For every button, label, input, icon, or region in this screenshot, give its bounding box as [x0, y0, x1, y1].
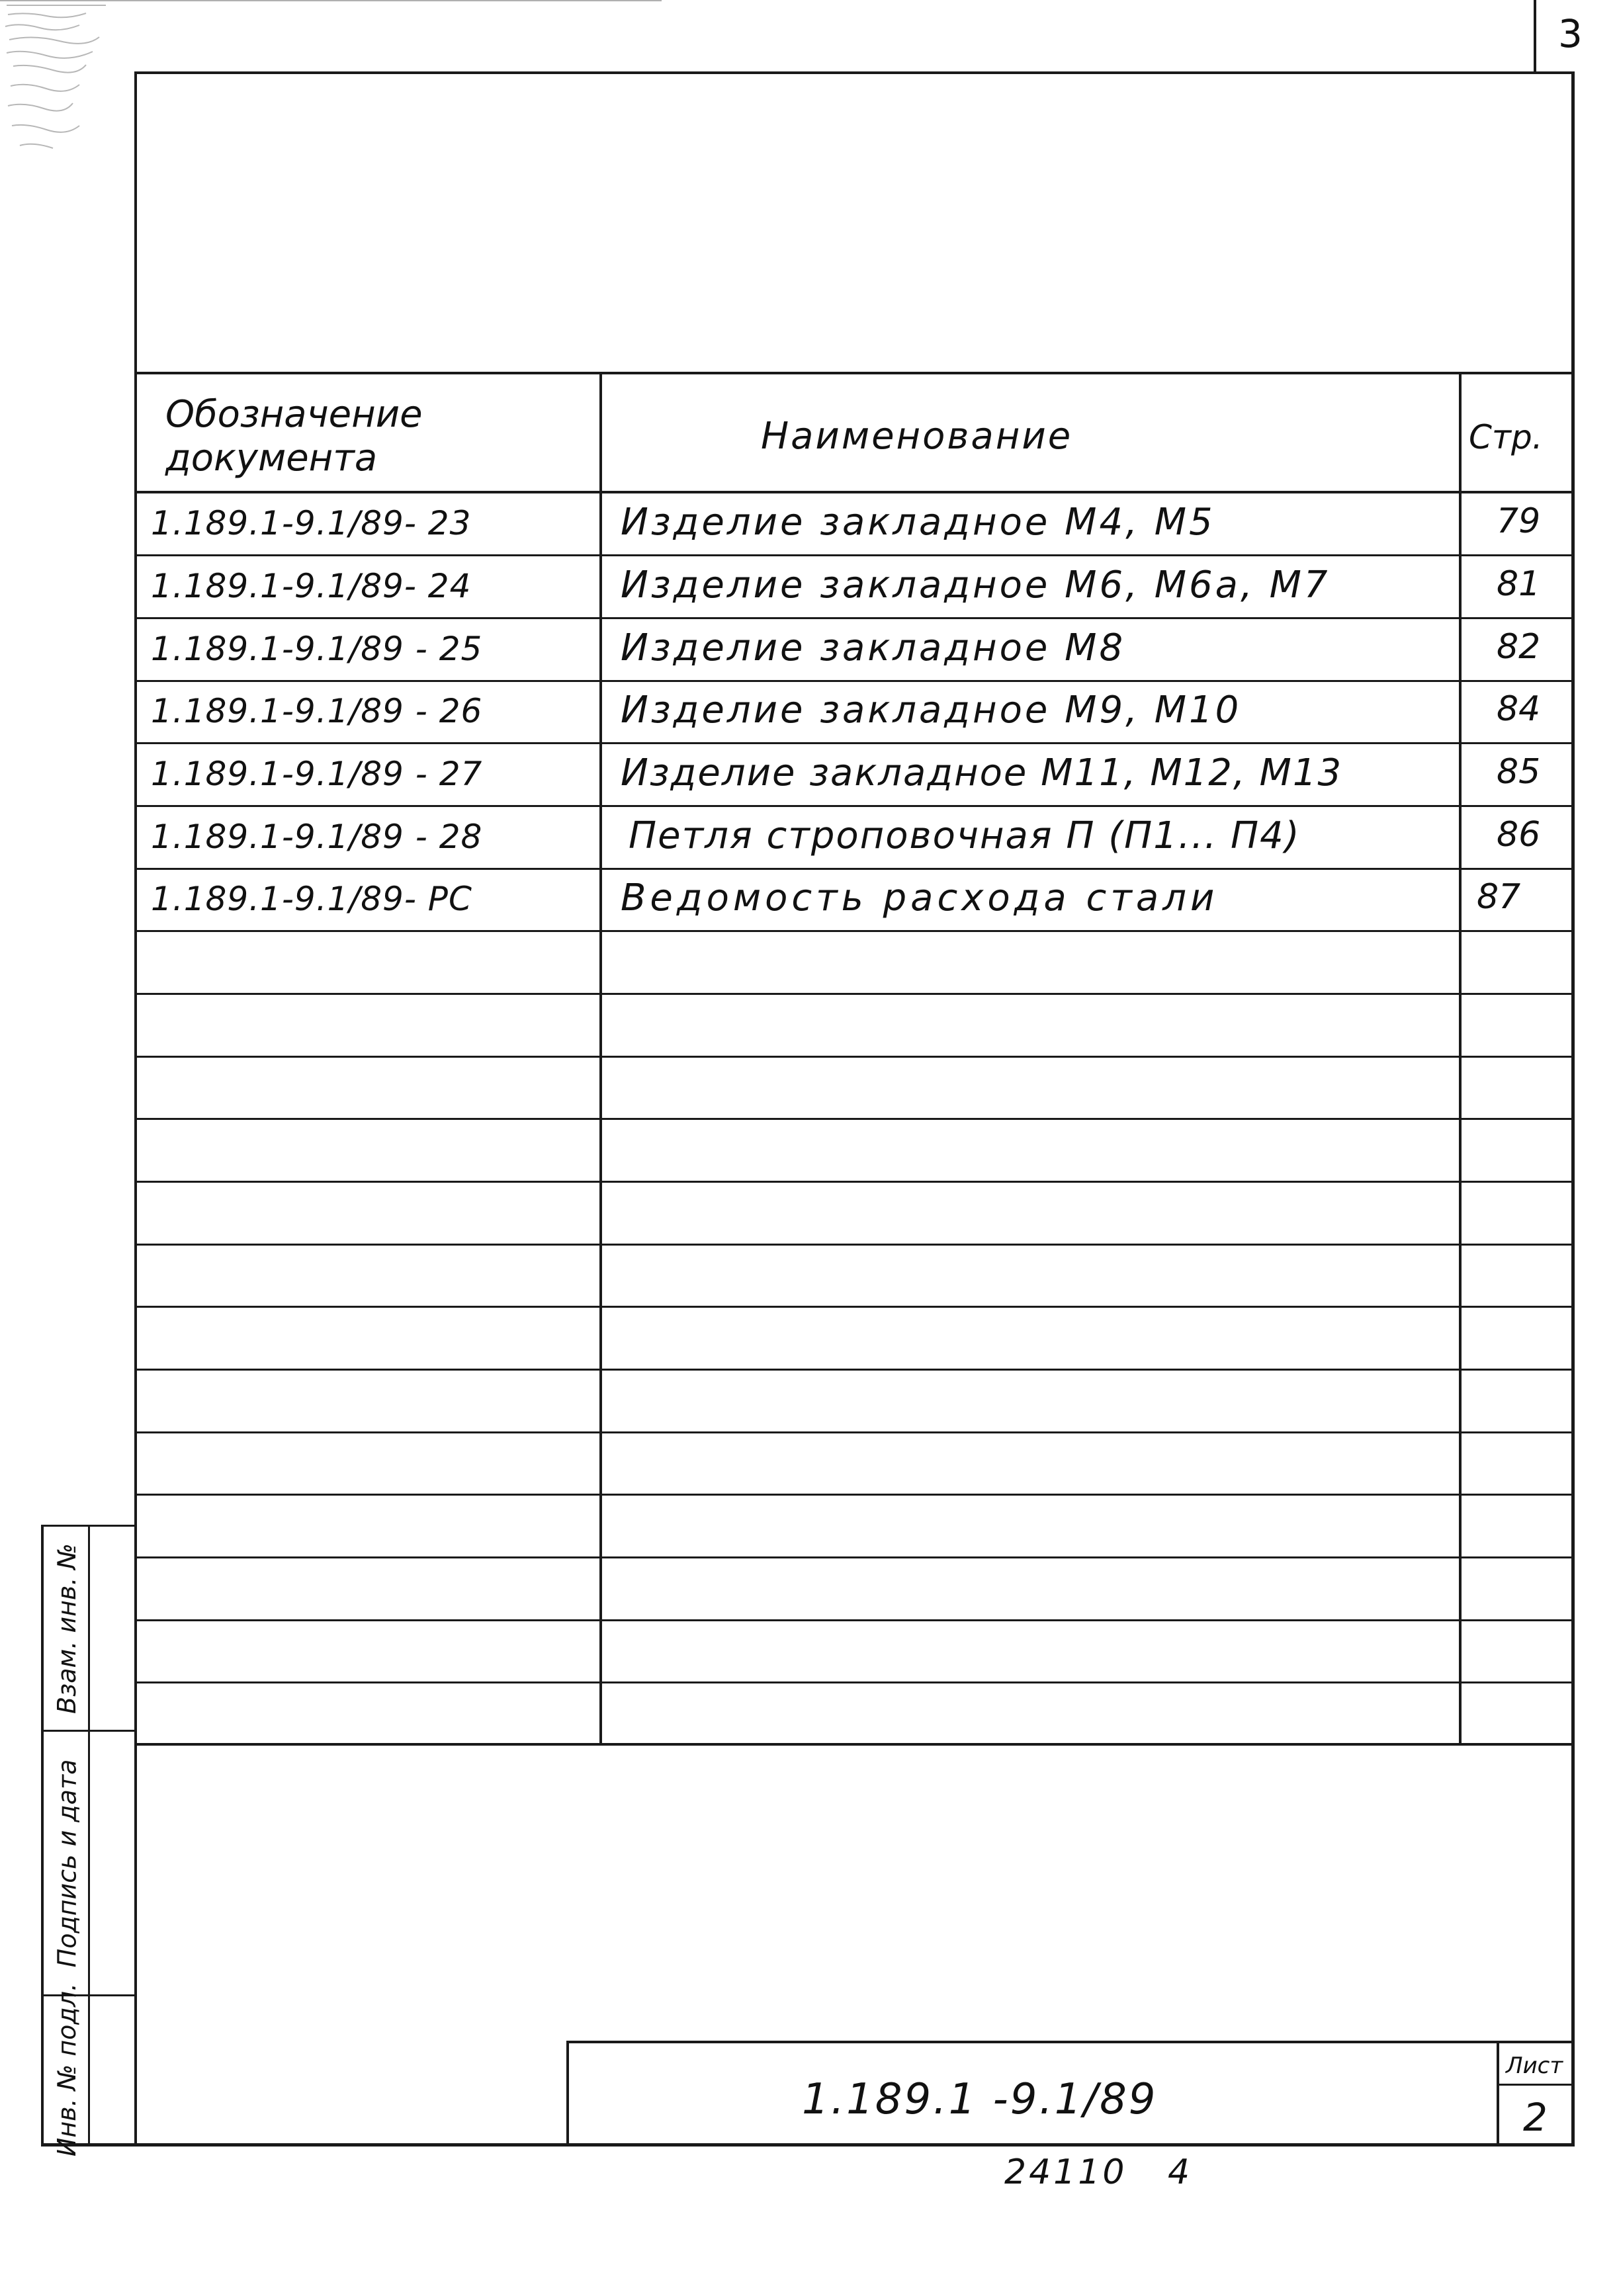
row-line — [134, 1369, 1573, 1371]
scan-artifact-smudge — [0, 0, 132, 165]
row-designation: 1.189.1-9.1/89 - 28 — [151, 818, 483, 856]
row-line — [134, 1306, 1573, 1308]
stamp-vzam-inv-label: Взам. инв. № — [52, 1543, 82, 1714]
row-line — [134, 617, 1573, 619]
frame-left — [134, 71, 137, 2145]
titleblock-sheet-sep — [1497, 2041, 1499, 2145]
titleblock-sheet-number: 2 — [1523, 2095, 1548, 2140]
titleblock-sheet-hline — [1497, 2084, 1573, 2086]
frame-bottom — [41, 2143, 1575, 2147]
titleblock-left — [566, 2041, 569, 2145]
row-name: Изделие закладное М9, М10 — [621, 689, 1242, 732]
row-page: 87 — [1477, 877, 1521, 917]
row-line — [134, 1494, 1573, 1496]
titleblock-top — [566, 2041, 1573, 2043]
row-line — [134, 554, 1573, 556]
titleblock-sheet-label: Лист — [1506, 2053, 1563, 2079]
page-number: 3 — [1558, 11, 1583, 56]
row-line — [134, 1431, 1573, 1433]
row-designation: 1.189.1-9.1/89- 24 — [151, 567, 472, 605]
row-line — [134, 805, 1573, 807]
header-designation: Обозначение документа — [165, 393, 423, 480]
row-name: Изделие закладное М11, М12, М13 — [621, 751, 1343, 794]
header-name: Наименование — [761, 415, 1073, 458]
stamp-inv-podl-label: Инв. № подл. — [52, 1982, 82, 2157]
row-designation: 1.189.1-9.1/89 - 25 — [151, 630, 483, 668]
row-line — [134, 1556, 1573, 1558]
row-page: 86 — [1497, 815, 1541, 855]
footer-number: 24110 4 — [1004, 2152, 1193, 2192]
table-top — [134, 372, 1573, 374]
page-number-divider — [1534, 0, 1536, 71]
header-bottom — [134, 491, 1573, 493]
row-line — [134, 1181, 1573, 1183]
row-page: 84 — [1497, 689, 1541, 729]
stamp-podpis-data-label: Подпись и дата — [52, 1759, 82, 1967]
row-line — [134, 1619, 1573, 1621]
row-page: 85 — [1497, 752, 1541, 792]
row-page: 81 — [1497, 564, 1541, 604]
row-line — [134, 1244, 1573, 1246]
row-designation: 1.189.1-9.1/89- РС — [151, 880, 472, 918]
row-designation: 1.189.1-9.1/89 - 26 — [151, 692, 483, 730]
stamp-inner — [88, 1525, 90, 2147]
row-page: 82 — [1497, 627, 1541, 667]
stamp-inv-podl — [46, 1982, 87, 2157]
col-sep-2 — [1459, 374, 1462, 1744]
col-sep-1 — [599, 374, 602, 1744]
row-page: 79 — [1497, 501, 1541, 541]
row-name: Ведомость расхода стали — [621, 876, 1219, 919]
stamp-left — [41, 1525, 44, 2147]
row-name: Изделие закладное М4, М5 — [621, 501, 1215, 544]
row-name: Петля строповочная П (П1... П4) — [629, 814, 1301, 857]
row-line — [134, 1681, 1573, 1683]
row-line — [134, 930, 1573, 932]
titleblock-document-code: 1.189.1 -9.1/89 — [802, 2075, 1158, 2124]
top-edge-line — [0, 0, 662, 1]
row-line — [134, 680, 1573, 682]
row-designation: 1.189.1-9.1/89- 23 — [151, 504, 472, 542]
header-page: Стр. — [1469, 418, 1543, 456]
row-line — [134, 868, 1573, 870]
frame-right — [1571, 71, 1575, 2145]
row-name: Изделие закладное М6, М6а, М7 — [621, 564, 1331, 607]
row-line — [134, 1056, 1573, 1058]
stamp-podpis-data — [46, 1732, 87, 1994]
frame-top — [134, 71, 1573, 74]
row-line — [134, 742, 1573, 744]
row-name: Изделие закладное М8 — [621, 626, 1126, 669]
stamp-vzam-inv — [46, 1527, 87, 1730]
row-line — [134, 993, 1573, 995]
row-designation: 1.189.1-9.1/89 - 27 — [151, 755, 483, 793]
table-bottom — [134, 1743, 1573, 1746]
row-line — [134, 1118, 1573, 1120]
